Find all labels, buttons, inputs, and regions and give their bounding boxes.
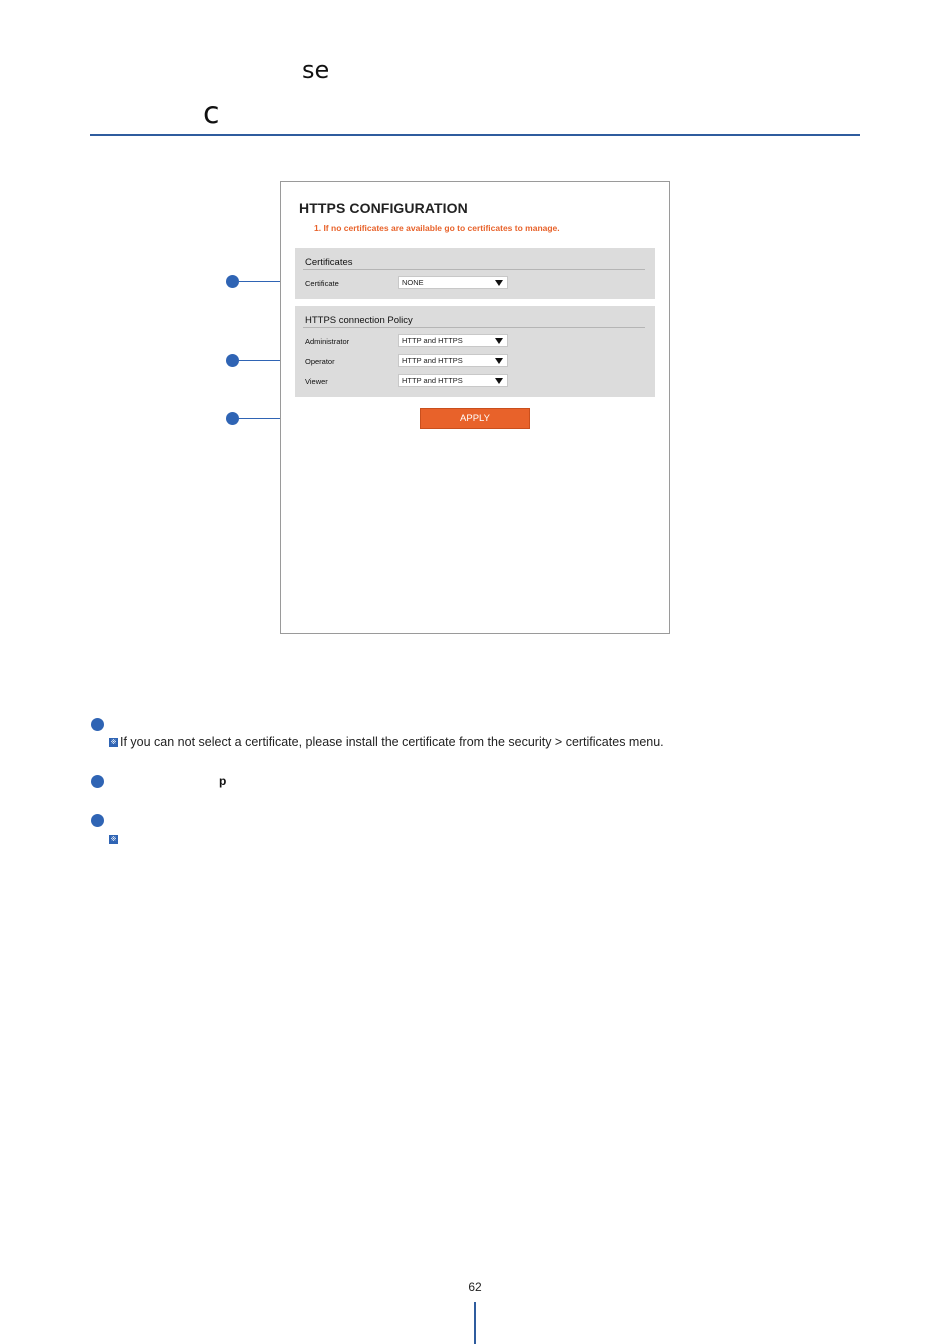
callout-2-marker [226, 354, 239, 367]
page-number: 62 [468, 1280, 482, 1294]
administrator-policy-select[interactable] [398, 334, 508, 347]
chevron-down-icon [495, 358, 503, 364]
certificate-select[interactable] [398, 276, 508, 289]
certificate-select-value: NONE [402, 278, 424, 287]
administrator-policy-value: HTTP and HTTPS [402, 336, 463, 345]
footer-line [474, 1302, 476, 1344]
apply-button[interactable]: APPLY [420, 408, 530, 429]
callout-3-marker [226, 412, 239, 425]
chevron-down-icon [495, 338, 503, 344]
section-divider [303, 327, 645, 328]
header-rule [90, 134, 860, 136]
chevron-down-icon [495, 378, 503, 384]
policy-section-title: HTTPS connection Policy [305, 315, 413, 326]
heading-fragment-top: se [302, 56, 330, 84]
description-3-bullet [91, 814, 104, 827]
description-2-fragment: p [219, 774, 227, 788]
certificates-section [295, 248, 655, 299]
certificate-label: Certificate [305, 279, 339, 288]
heading-fragment-bottom: c [203, 96, 220, 131]
administrator-label: Administrator [305, 337, 350, 346]
description-1-bullet [91, 718, 104, 731]
callout-1-marker [226, 275, 239, 288]
viewer-policy-value: HTTP and HTTPS [402, 376, 463, 385]
chevron-down-icon [495, 280, 503, 286]
viewer-policy-select[interactable] [398, 374, 508, 387]
description-2-bullet [91, 775, 104, 788]
note-icon: ※ [110, 836, 117, 843]
note-icon: ※ [110, 739, 117, 746]
https-policy-section [295, 306, 655, 397]
panel-title: HTTPS CONFIGURATION [299, 200, 468, 216]
operator-label: Operator [305, 357, 335, 366]
description-1-note: If you can not select a certificate, please install the certificate from the security > certificates menu. [120, 735, 664, 749]
https-configuration-panel [280, 181, 670, 634]
operator-policy-select[interactable] [398, 354, 508, 367]
certificates-section-title: Certificates [305, 257, 353, 268]
operator-policy-value: HTTP and HTTPS [402, 356, 463, 365]
section-divider [303, 269, 645, 270]
viewer-label: Viewer [305, 377, 328, 386]
panel-note: 1. If no certificates are available go to certificates to manage. [314, 223, 560, 233]
